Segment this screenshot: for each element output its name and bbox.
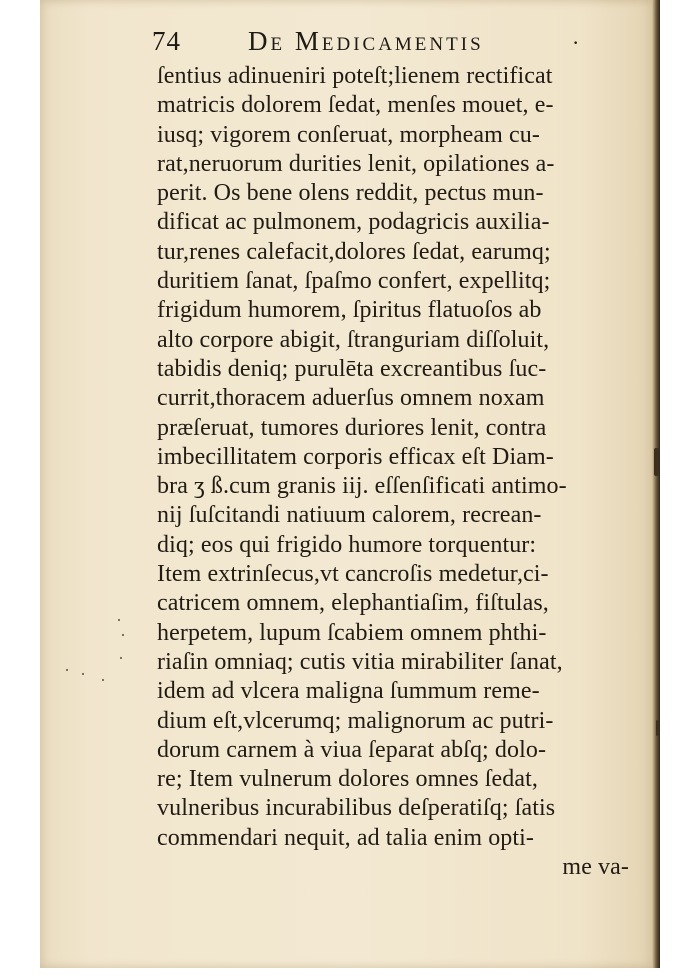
text-line: bra ʒ ß.cum granis iij. eſſenſificati antimo- xyxy=(157,473,567,500)
text-line: duritiem ſanat, ſpaſmo confert, expellitq; xyxy=(157,268,551,295)
binding-spot xyxy=(656,720,659,736)
margin-speck: · xyxy=(120,625,126,645)
page-number: 74 xyxy=(152,26,181,56)
text-line: vulneribus incurabilibus deſperatiſq; ſatis xyxy=(157,795,556,822)
text-line: idem ad vlcera maligna ſummum reme- xyxy=(157,678,540,705)
text-line: perit. Os bene olens reddit, pectus mun- xyxy=(157,180,544,207)
catchword: me va- xyxy=(562,854,629,881)
text-line: riaſin omniaq; cutis vitia mirabiliter ſanat, xyxy=(157,648,563,675)
text-line: nij ſuſcitandi natiuum calorem, recrean- xyxy=(157,502,542,529)
margin-speck: · xyxy=(116,610,122,630)
body-text xyxy=(157,62,637,882)
margin-speck: · xyxy=(64,660,70,680)
text-line: herpetem, lupum ſcabiem omnem phthi- xyxy=(157,619,547,646)
page-edge-shadow xyxy=(652,0,660,968)
text-line: diq; eos qui frigido humore torquentur: xyxy=(157,531,537,558)
text-line: dium eſt,vlcerumq; malignorum ac putri- xyxy=(157,707,554,734)
binding-spot xyxy=(654,448,659,476)
margin-speck: · xyxy=(100,670,106,690)
text-line: commendari nequit, ad talia enim opti- xyxy=(157,824,535,851)
text-line: Item extrinſecus,vt cancroſis medetur,ci- xyxy=(157,561,549,588)
text-line: rat,neruorum durities lenit, opilationes a- xyxy=(157,150,555,177)
text-line: imbecillitatem corporis efficax eſt Diam- xyxy=(157,443,554,470)
text-line: alto corpore abigit, ſtranguriam diſſoluit, xyxy=(157,326,550,353)
page-margin-blank xyxy=(660,0,690,976)
text-line: ſentius adinueniri poteſt;lienem rectificat xyxy=(157,63,553,89)
margin-speck: · xyxy=(118,648,124,668)
running-title: De Medicamentis xyxy=(248,26,484,56)
text-line: re; Item vulnerum dolores omnes ſedat, xyxy=(157,766,539,793)
text-line: dorum carnem à viua ſeparat abſq; dolo- xyxy=(157,736,547,763)
text-line: præſeruat, tumores duriores lenit, contra xyxy=(157,414,547,441)
text-line: currit,thoracem aduerſus omnem noxam xyxy=(157,385,545,412)
text-line: catricem omnem, elephantiaſim, fiſtulas, xyxy=(157,590,549,617)
text-line: dificat ac pulmonem, podagricis auxilia- xyxy=(157,209,550,236)
text-line: matricis dolorem ſedat, menſes mouet, e- xyxy=(157,92,554,119)
text-line: iusq; vigorem conſeruat, morpheam cu- xyxy=(157,121,540,148)
text-line: tabidis deniq; purulēta excreantibus ſuc- xyxy=(157,355,547,382)
text-line: frigidum humorem, ſpiritus flatuoſos ab xyxy=(157,297,542,324)
page-header xyxy=(152,22,592,62)
header-ornament: · xyxy=(572,30,580,55)
text-line: tur,renes calefacit,dolores ſedat, earumq; xyxy=(157,238,551,265)
margin-speck: · xyxy=(80,664,86,684)
